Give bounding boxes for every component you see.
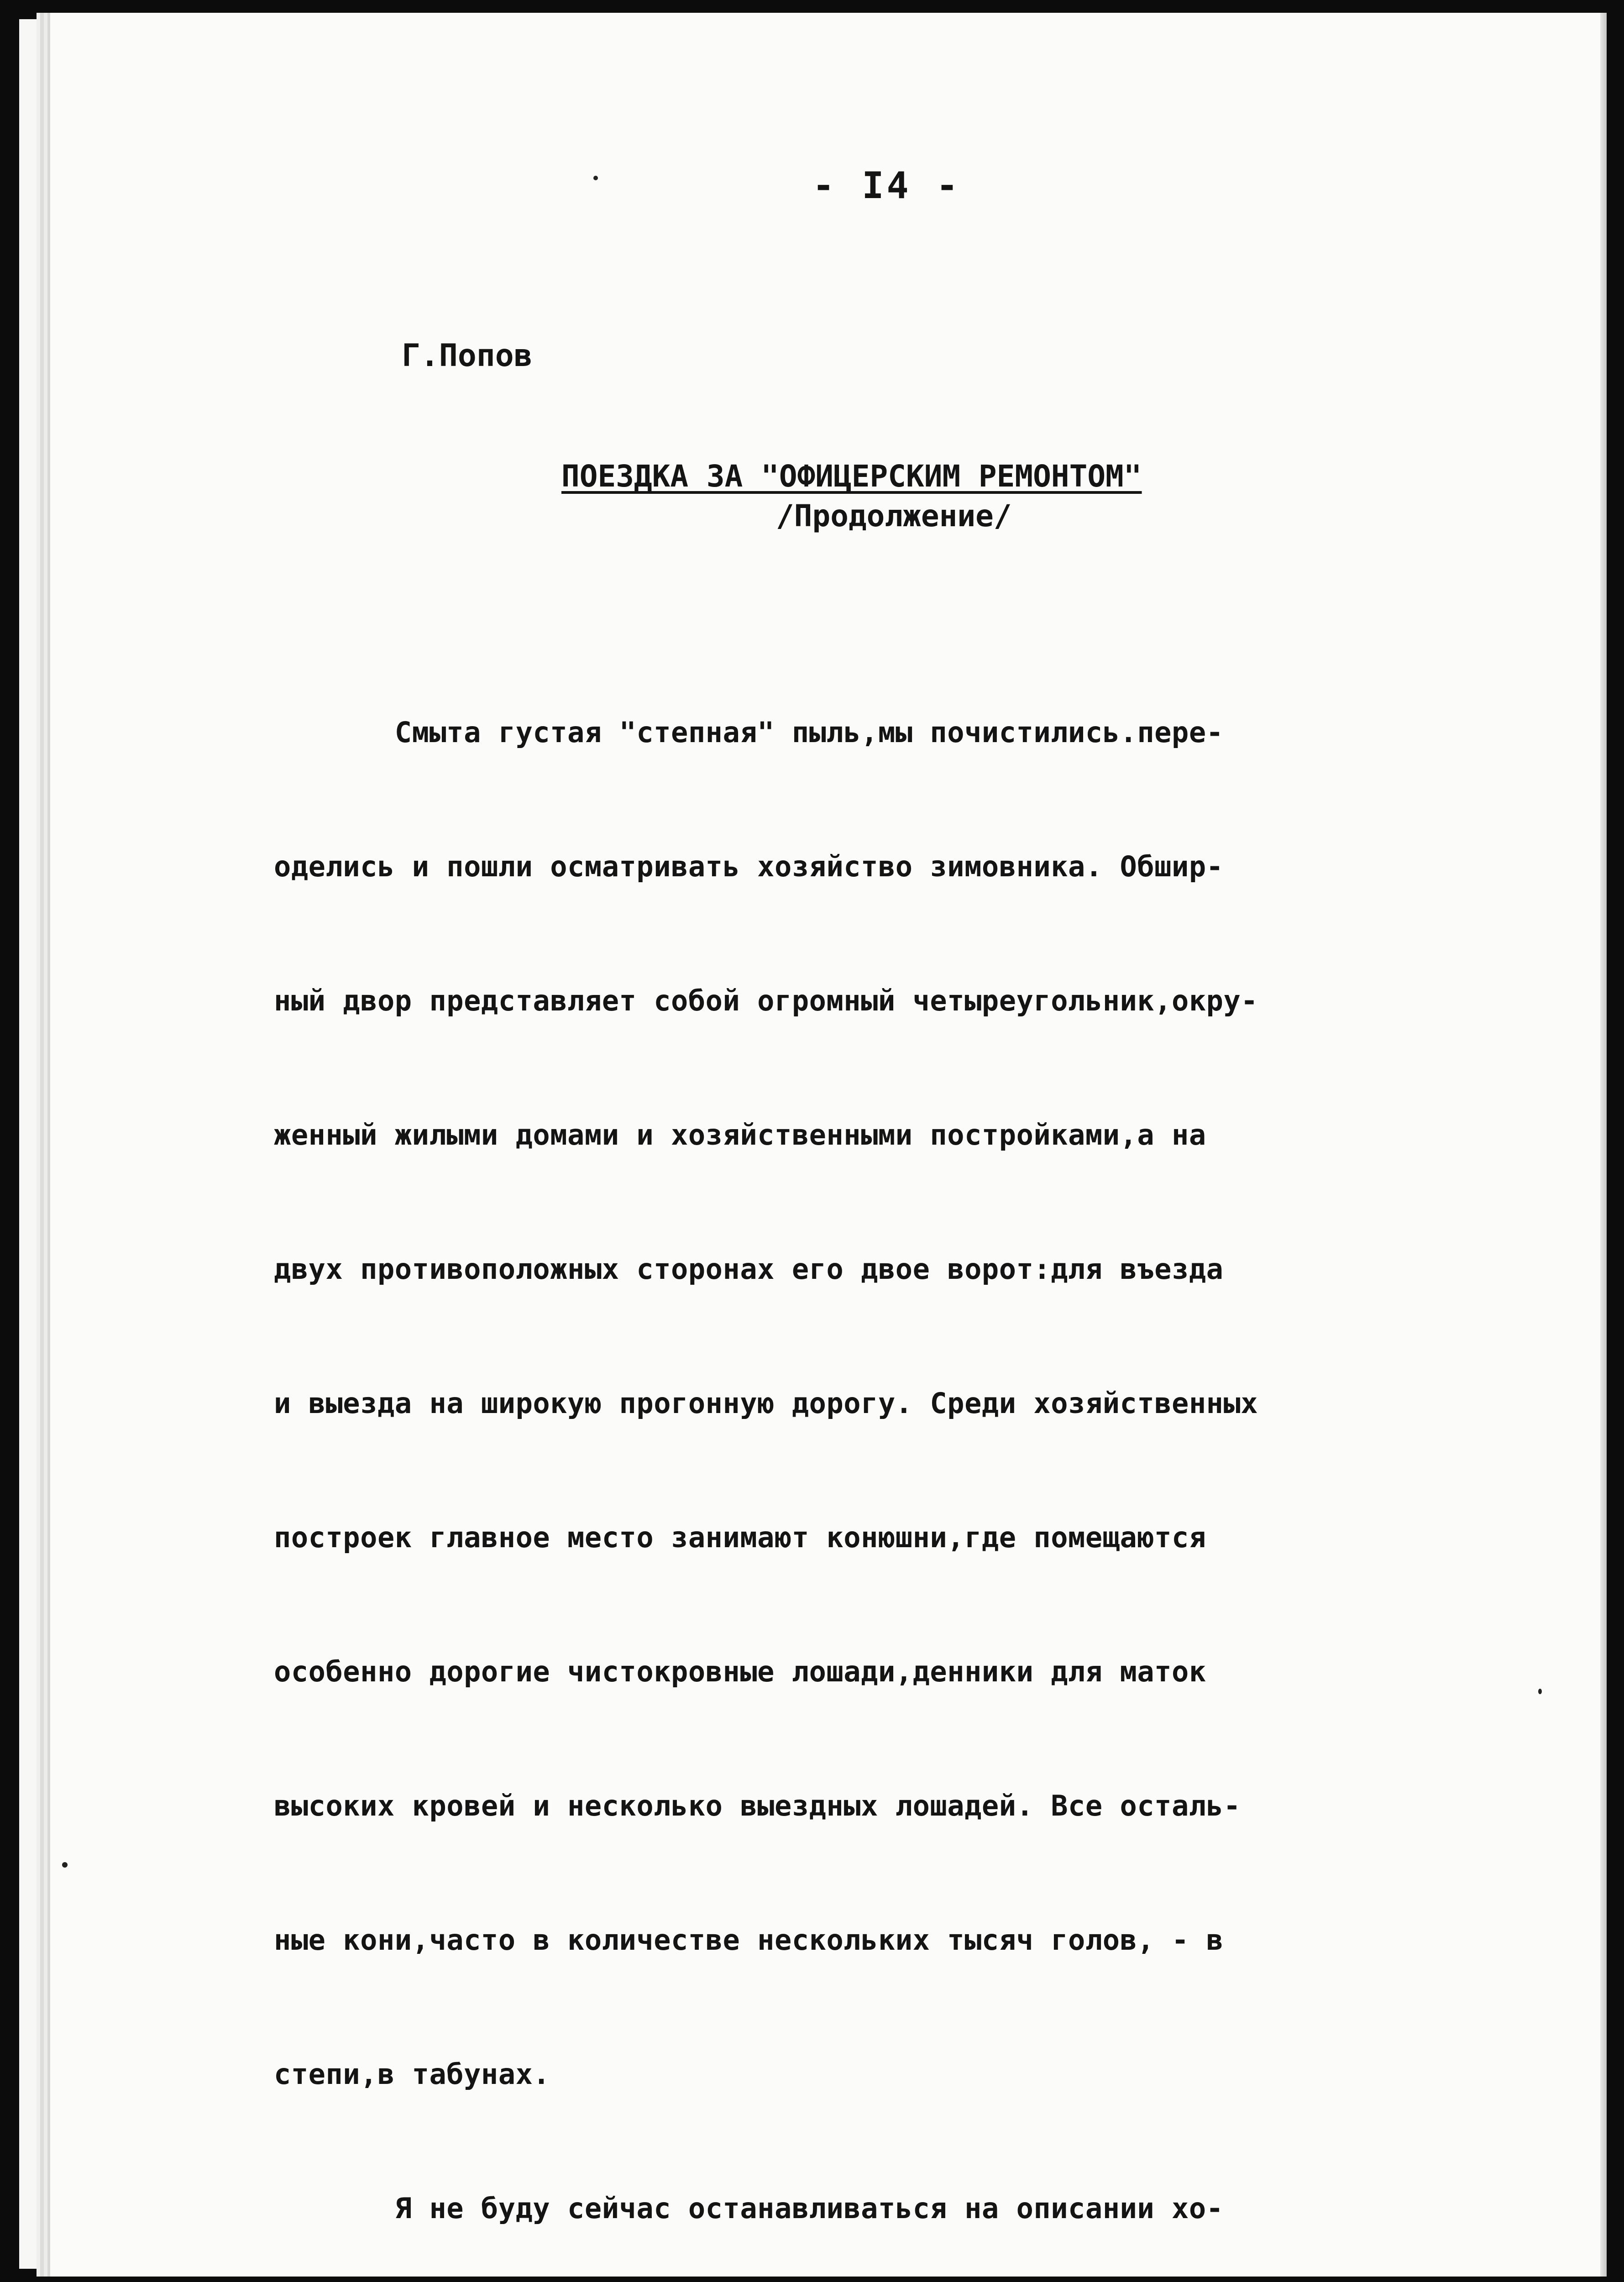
body-line: высоких кровей и несколько выездных лошадей. Все осталь- — [274, 1789, 1241, 1822]
body-line: и выезда на широкую прогонную дорогу. Среди хозяйственных — [274, 1387, 1258, 1420]
article-subtitle: /Продолжение/ — [776, 498, 1012, 534]
body-line: ные кони,часто в количестве нескольких тысяч голов, - в — [274, 1923, 1224, 1957]
body-line: ный двор представляет собой огромный четыреугольник,окру- — [274, 984, 1258, 1017]
body-line: Смыта густая "степная" пыль,мы почистились.пере- — [274, 716, 1224, 749]
body-line: оделись и пошли осматривать хозяйство зимовника. Обшир- — [274, 850, 1224, 883]
body-line: женный жилыми домами и хозяйственными постройками,а на — [274, 1118, 1206, 1151]
scan-speck — [1538, 1689, 1542, 1694]
scan-speck — [593, 176, 598, 180]
article-title: ПОЕЗДКА ЗА "ОФИЦЕРСКИМ РЕМОНТОМ" — [561, 459, 1142, 494]
body-line: построек главное место занимают конюшни,где помещаются — [274, 1521, 1206, 1554]
page-number: - I4 - — [812, 164, 961, 207]
body-line: Я не буду сейчас останавливаться на описании хо- — [274, 2192, 1224, 2225]
scan-speck — [62, 1862, 68, 1868]
author-name: Г.Попов — [402, 338, 533, 374]
page-edge — [1600, 13, 1607, 2277]
body-line: двух противоположных сторонах его двое ворот:для въезда — [274, 1252, 1224, 1286]
body-line: особенно дорогие чистокровные лошади,денники для маток — [274, 1655, 1206, 1688]
body-line: степи,в табунах. — [274, 2057, 550, 2091]
body-text — [274, 621, 1579, 2282]
